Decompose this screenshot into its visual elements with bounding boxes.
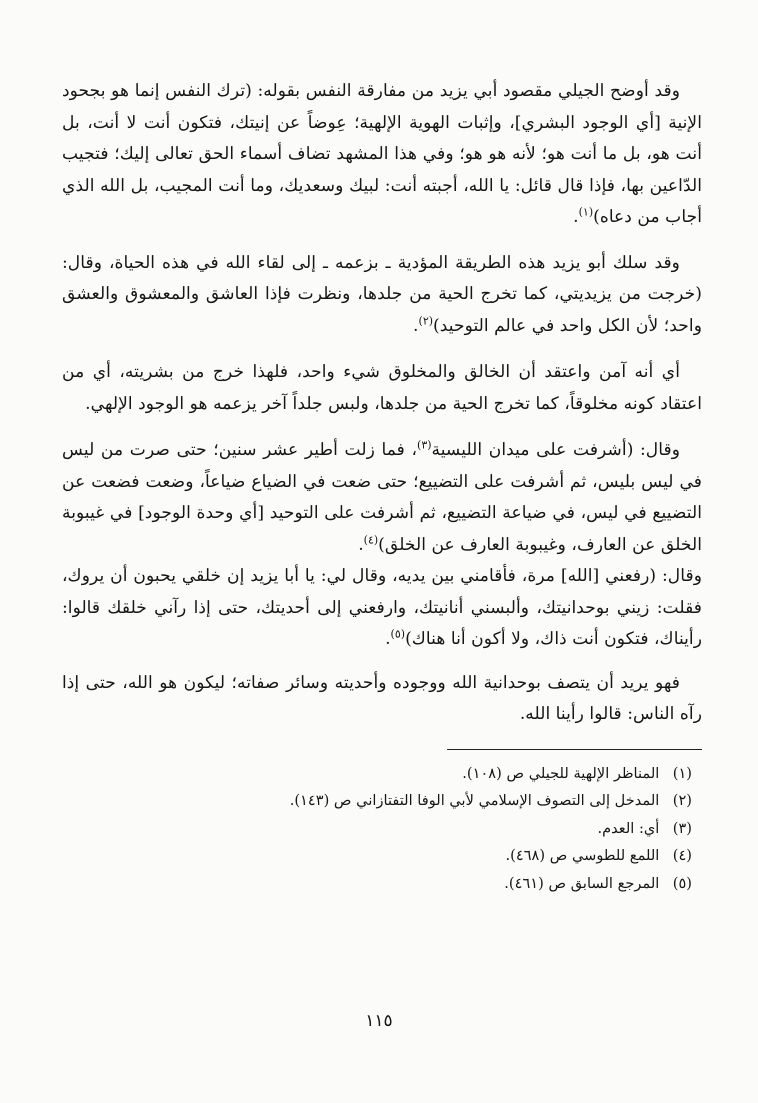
footnote-text: المرجع السابق ص (٤٦١). [504, 874, 660, 892]
paragraph-1-text: وقد أوضح الجيلي مقصود أبي يزيد من مفارقة النفس بقوله: (ترك النفس إنما هو بجحود الإنية [أي الوجود البشري]، وإثبات الهوية الإلهية؛ عِوضاً عن إنيتك، فتكون أنت لا أنت، بل أنت هو، بل ما أنت هو؛ لأنه هو هو؛ وفي هذا المشهد تضاف أسماء الحق تعالى إليك؛ فتجيب الدّاعين بها، فإذا قال قائل: يا الله، أجبته أنت: لبيك وسعديك، وما أنت المجيب، بل الله الذي أجاب من دعاه) [62, 81, 702, 227]
paragraph-2 [62, 248, 702, 343]
paragraph-4 [62, 435, 702, 561]
footnote-item [62, 787, 692, 815]
paragraph-2-text: وقد سلك أبو يزيد هذه الطريقة المؤدية ـ بزعمه ـ إلى لقاء الله في هذه الحياة، وقال: (خرجت من يزيديتي، كما تخرج الحية من جلدها، ونظرت فإذا العاشق والمعشوق والعشق واحد؛ لأن الكل واحد في عالم التوحيد) [62, 252, 702, 336]
footnote-ref-1[interactable]: (١) [578, 205, 594, 219]
paragraph-4-end: . [358, 534, 364, 555]
footnote-divider [447, 749, 702, 750]
footnote-text: المدخل إلى التصوف الإسلامي لأبي الوفا التفتازاني ص (١٤٣). [289, 792, 660, 809]
footnote-number: (٣) [672, 819, 692, 837]
footnotes-list [62, 760, 702, 898]
footnote-text: المناظر الإلهية للجيلي ص (١٠٨). [462, 764, 660, 782]
paragraph-6 [62, 668, 702, 731]
footnote-ref-2[interactable]: (٢) [418, 313, 434, 327]
footnote-item [62, 870, 692, 898]
page-number: ١١٥ [365, 1011, 393, 1031]
footnote-ref-4[interactable]: (٤) [363, 532, 379, 546]
footnote-number: (٢) [672, 792, 692, 809]
paragraph-3-text: أي أنه آمن واعتقد أن الخالق والمخلوق شيء واحد، فلهذا خرج من بشريته، أي من اعتقاد كونه مخلوقاً، كما تخرج الحية من جلدها، ولبس جلداً آخر يزعمه هو الوجود الإلهي. [62, 362, 702, 414]
footnote-ref-3[interactable]: (٣) [417, 438, 432, 452]
footnote-ref-5[interactable]: (٥) [390, 627, 406, 641]
footnote-item [62, 760, 692, 788]
paragraph-4-text-a: وقال: (أشرفت على ميدان الليسية [431, 440, 680, 460]
footnote-number: (٥) [672, 874, 692, 892]
footnote-item [62, 842, 692, 870]
footnote-number: (١) [672, 764, 692, 782]
paragraph-1 [62, 76, 702, 234]
paragraph-2-end: . [413, 315, 419, 336]
footnote-text: أي: العدم. [597, 819, 660, 837]
paragraph-5-end: . [385, 629, 391, 649]
paragraph-5-text: وقال: (رفعني [الله] مرة، فأقامني بين يديه، وقال لي: يا أبا يزيد إن خلقي يحبون أن يروك، فقلت: زيني بوحدانيتك، وألبسني أنانيتك، وارفعني إلى أحديتك، حتى إذا رآني خلقك قالوا: رأيناك، فتكون أنت ذاك، ولا أكون أنا هناك) [62, 566, 702, 649]
footnote-item [62, 815, 692, 843]
footnote-text: اللمع للطوسي ص (٤٦٨). [505, 847, 660, 864]
paragraph-5 [62, 561, 702, 656]
paragraph-3 [62, 357, 702, 420]
paragraph-6-text: فهو يريد أن يتصف بوحدانية الله ووجوده وأحديته وسائر صفاته؛ ليكون هو الله، حتى إذا رآه الناس: قالوا رأينا الله. [62, 672, 702, 724]
footnote-number: (٤) [672, 847, 692, 864]
page-body [62, 76, 702, 1076]
paragraph-4-text-b: ، فما زلت أطير عشر سنين؛ حتى صرت من ليس في ليس بليس، ثم أشرفت على التضييع؛ حتى ضعت في الضياع ضياعاً، وضعت فضعت عن التضييع في ليس، في ضياعة التضييع، ثم أشرفت على التوحيد [أي وحدة الوجود] في غيبوبة الخلق عن العارف، وغيبوبة العارف عن الخلق) [62, 440, 702, 555]
paragraph-1-end: . [573, 207, 579, 227]
